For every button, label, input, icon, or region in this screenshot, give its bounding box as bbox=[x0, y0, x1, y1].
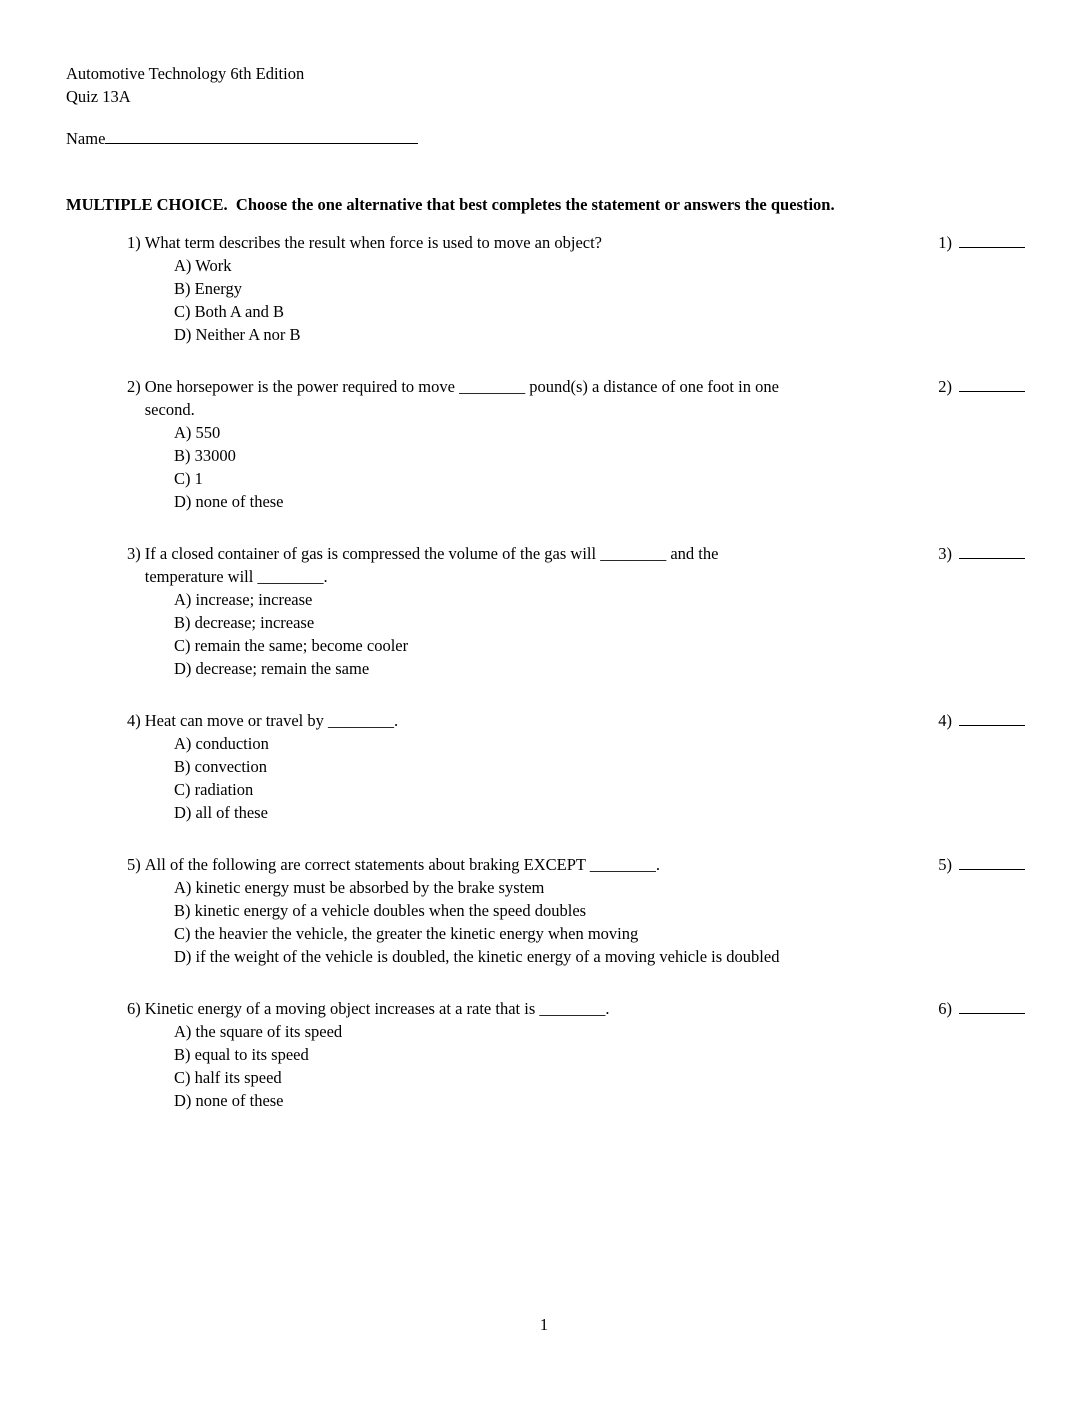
answer-slot bbox=[938, 709, 1025, 732]
question-block-5 bbox=[127, 853, 1025, 968]
quiz-number: Quiz 13A bbox=[66, 87, 131, 106]
option: D) none of these bbox=[174, 1091, 284, 1110]
option: B) kinetic energy of a vehicle doubles when the speed doubles bbox=[174, 901, 587, 920]
option: D) decrease; remain the same bbox=[174, 659, 370, 678]
option: C) the heavier the vehicle, the greater the kinetic energy when moving bbox=[174, 924, 639, 943]
question-number: 2) bbox=[127, 377, 141, 396]
name-blank-line bbox=[105, 128, 418, 144]
option: A) conduction bbox=[174, 734, 269, 753]
question-text bbox=[145, 231, 602, 254]
name-label: Name bbox=[66, 129, 106, 148]
question-text bbox=[145, 853, 660, 876]
option: A) 550 bbox=[174, 423, 221, 442]
question-text-line: temperature will ________. bbox=[144, 567, 328, 586]
answer-number: 5) bbox=[938, 855, 952, 874]
question-row bbox=[127, 231, 1025, 254]
question-number: 6) bbox=[127, 999, 141, 1018]
option: D) all of these bbox=[174, 803, 268, 822]
option: A) kinetic energy must be absorbed by the brake system bbox=[174, 878, 545, 897]
question-text bbox=[145, 997, 610, 1020]
option: B) 33000 bbox=[174, 446, 236, 465]
question-block-3 bbox=[127, 542, 1025, 680]
answer-slot bbox=[938, 231, 1025, 254]
question-row bbox=[127, 542, 1025, 588]
question-text-line: Kinetic energy of a moving object increases at a rate that is ________. bbox=[144, 999, 610, 1018]
answer-slot bbox=[938, 375, 1025, 398]
question-row bbox=[127, 853, 1025, 876]
option: B) decrease; increase bbox=[174, 613, 315, 632]
answer-blank-line bbox=[959, 543, 1025, 559]
answer-number: 2) bbox=[938, 377, 952, 396]
answer-number: 6) bbox=[938, 999, 952, 1018]
instructions-text: MULTIPLE CHOICE. Choose the one alternative that best completes the statement or answers the question. bbox=[66, 195, 835, 214]
question-row bbox=[127, 709, 1025, 732]
answer-number: 3) bbox=[938, 544, 952, 563]
question-text-line: All of the following are correct statements about braking EXCEPT ________. bbox=[144, 855, 660, 874]
document-title: Automotive Technology 6th Edition bbox=[66, 64, 305, 83]
question-text bbox=[145, 709, 398, 732]
option: B) equal to its speed bbox=[174, 1045, 309, 1064]
option: C) radiation bbox=[174, 780, 254, 799]
question-block-2 bbox=[127, 375, 1025, 513]
answer-slot bbox=[938, 997, 1025, 1020]
question-number: 4) bbox=[127, 711, 141, 730]
question-number: 3) bbox=[127, 544, 141, 563]
options-list bbox=[174, 254, 1025, 346]
question-row bbox=[127, 997, 1025, 1020]
option: B) convection bbox=[174, 757, 268, 776]
answer-blank-line bbox=[959, 232, 1025, 248]
option: A) increase; increase bbox=[174, 590, 313, 609]
option: D) none of these bbox=[174, 492, 284, 511]
question-text-line: If a closed container of gas is compressed the volume of the gas will ________ and the bbox=[144, 544, 719, 563]
option: C) 1 bbox=[174, 469, 203, 488]
options-list bbox=[174, 732, 1025, 824]
question-block-6 bbox=[127, 997, 1025, 1112]
answer-blank-line bbox=[959, 376, 1025, 392]
answer-slot bbox=[938, 853, 1025, 876]
option: C) remain the same; become cooler bbox=[174, 636, 409, 655]
options-list bbox=[174, 588, 1025, 680]
option: C) Both A and B bbox=[174, 302, 285, 321]
option: C) half its speed bbox=[174, 1068, 282, 1087]
options-list bbox=[174, 421, 1025, 513]
question-text-line: What term describes the result when force is used to move an object? bbox=[144, 233, 603, 252]
question-text-line: One horsepower is the power required to move ________ pound(s) a distance of one foot in one bbox=[144, 377, 779, 396]
option: D) Neither A nor B bbox=[174, 325, 301, 344]
question-block-4 bbox=[127, 709, 1025, 824]
name-row bbox=[66, 127, 1088, 150]
options-list bbox=[174, 876, 1025, 968]
question-row bbox=[127, 375, 1025, 421]
option: B) Energy bbox=[174, 279, 242, 298]
option: A) the square of its speed bbox=[174, 1022, 343, 1041]
question-text bbox=[145, 542, 719, 588]
answer-slot bbox=[938, 542, 1025, 565]
option: D) if the weight of the vehicle is doubled, the kinetic energy of a moving vehicle is doubled bbox=[174, 947, 780, 966]
question-block-1 bbox=[127, 231, 1025, 346]
answer-number: 1) bbox=[938, 233, 952, 252]
question-text-line: Heat can move or travel by ________. bbox=[144, 711, 399, 730]
questions-section bbox=[66, 231, 1088, 1112]
option: A) Work bbox=[174, 256, 232, 275]
answer-number: 4) bbox=[938, 711, 952, 730]
answer-blank-line bbox=[959, 998, 1025, 1014]
question-number: 5) bbox=[127, 855, 141, 874]
answer-blank-line bbox=[959, 854, 1025, 870]
page-number: 1 bbox=[539, 1315, 549, 1334]
answer-blank-line bbox=[959, 710, 1025, 726]
options-list bbox=[174, 1020, 1025, 1112]
question-text bbox=[145, 375, 779, 421]
question-number: 1) bbox=[127, 233, 141, 252]
question-text-line: second. bbox=[144, 400, 195, 419]
